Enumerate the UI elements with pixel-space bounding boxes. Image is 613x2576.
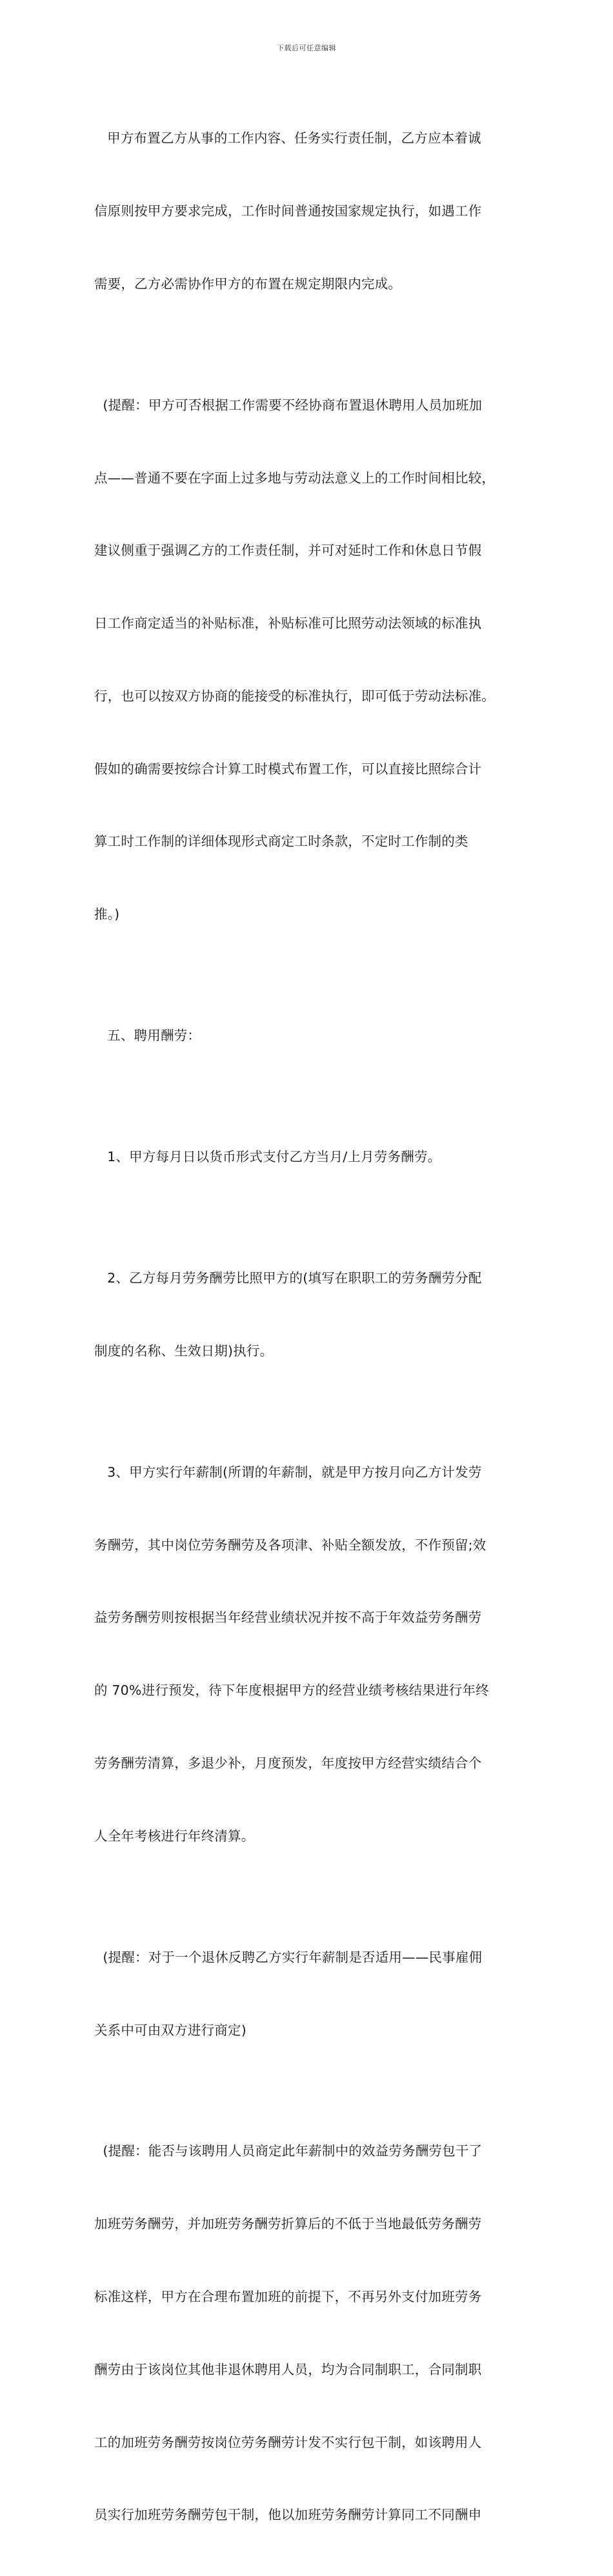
paragraph	[94, 78, 533, 345]
text-line: 制度的名称、生效日期)执行。	[94, 1343, 274, 1359]
text-line: 关系中可由双方进行商定)	[94, 2022, 246, 2038]
text-line: 的 70%进行预发，待下年度根据甲方的经营业绩考核结果进行年终	[94, 1682, 489, 1699]
document-body	[94, 78, 533, 2576]
text-line: 2、乙方每月劳务酬劳比照甲方的(填写在职职工的劳务酬劳分配	[94, 1270, 482, 1286]
reminder-paragraph	[94, 1897, 533, 2092]
text-line: (提醒：甲方可否根据工作需要不经协商布置退休聘用人员加班加	[94, 397, 483, 413]
text-line: 3、甲方实行年薪制(所谓的年薪制，就是甲方按月向乙方计发劳	[94, 1464, 482, 1480]
text-line: 1、甲方每月日以货币形式支付乙方当月/上月劳务酬劳。	[94, 1149, 441, 1165]
text-line: 甲方布置乙方从事的工作内容、任务实行责任制，乙方应本着诚	[94, 130, 481, 146]
text-line: 加班劳务酬劳，并加班劳务酬劳折算后的不低于当地最低劳务酬劳	[94, 2216, 482, 2232]
text-line: 推。)	[94, 906, 120, 923]
text-line: 信原则按甲方要求完成，工作时间普通按国家规定执行，如遇工作	[94, 203, 482, 219]
text-line: 建议侧重于强调乙方的工作责任制，并可对延时工作和休息日节假	[94, 543, 482, 559]
text-line: 点——普通不要在字面上过多地与劳动法意义上的工作时间相比较，	[94, 470, 495, 486]
reminder-paragraph	[94, 2091, 533, 2576]
reminder-paragraph	[94, 345, 533, 975]
page-header: 下载后可任意编辑	[277, 44, 336, 52]
text-line: 劳务酬劳清算，多退少补，月度预发，年度按甲方经营实绩结合个	[94, 1755, 482, 1771]
clause-paragraph	[94, 1412, 533, 1897]
text-line: 酬劳由于该岗位其他非退休聘用人员，均为合同制职工，合同制职	[94, 2361, 482, 2377]
text-line: 日工作商定适当的补贴标准，补贴标准可比照劳动法领域的标准执	[94, 615, 482, 632]
text-line: 五、聘用酬劳：	[94, 1028, 201, 1044]
text-line: 员实行加班劳务酬劳包干制，他以加班劳务酬劳计算同工不同酬申	[94, 2507, 482, 2523]
text-line: (提醒：能否与该聘用人员商定此年薪制中的效益劳务酬劳包干了	[94, 2143, 483, 2159]
clause-paragraph	[94, 1218, 533, 1412]
text-line: 工的加班劳务酬劳按岗位劳务酬劳计发不实行包干制，如该聘用人	[94, 2434, 482, 2450]
clause-paragraph	[94, 1097, 533, 1218]
section-heading	[94, 975, 533, 1097]
text-line: 务酬劳，其中岗位劳务酬劳及各项津、补贴全额发放，不作预留;效	[94, 1537, 487, 1553]
text-line: (提醒：对于一个退休反聘乙方实行年薪制是否适用——民事雇佣	[94, 1949, 483, 1965]
text-line: 标准这样，甲方在合理布置加班的前提下，不再另外支付加班劳务	[94, 2289, 482, 2305]
text-line: 假如的确需要按综合计算工时模式布置工作，可以直接比照综合计	[94, 761, 482, 777]
text-line: 益劳务酬劳则按根据当年经营业绩状况并按不高于年效益劳务酬劳	[94, 1610, 482, 1626]
text-line: 需要，乙方必需协作甲方的布置在规定期限内完成。	[94, 275, 402, 292]
text-line: 人全年考核进行年终清算。	[94, 1828, 255, 1844]
text-line: 行，也可以按双方协商的能接受的标准执行，即可低于劳动法标准。	[94, 688, 495, 704]
text-line: 算工时工作制的详细体现形式商定工时条款，不定时工作制的类	[94, 834, 468, 850]
